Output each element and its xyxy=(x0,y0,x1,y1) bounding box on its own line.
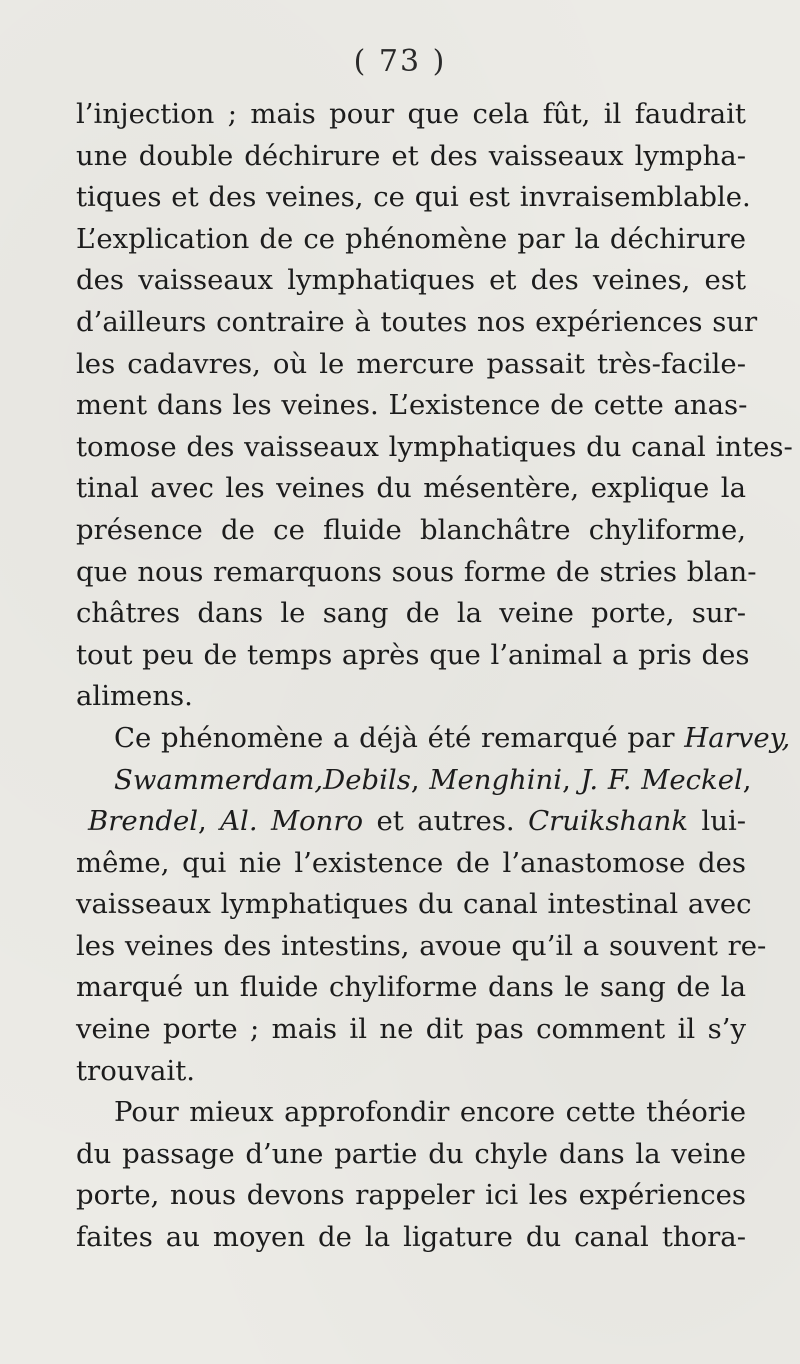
author-name: J. F. Meckel xyxy=(580,763,743,796)
text-line: les veines des intestins, avoue qu’il a souvent re- xyxy=(76,929,767,962)
text-line: vaisseaux lymphatiques du canal intestinal avec xyxy=(76,888,752,921)
text-line: porte, nous devons rappeler ici les expériences xyxy=(76,1179,746,1212)
text-line: que nous remarquons sous forme de stries blan- xyxy=(76,555,757,588)
text-run: , xyxy=(198,805,221,838)
text-line xyxy=(76,801,746,843)
text-line: faites au moyen de la ligature du canal thora- xyxy=(76,1221,746,1254)
author-name: Al. Monro xyxy=(220,805,364,838)
text-line: du passage d’une partie du chyle dans la veine xyxy=(76,1137,746,1170)
text-line: même, qui nie l’existence de l’anastomose des xyxy=(76,846,746,879)
text-line: tinal avec les veines du mésentère, explique la xyxy=(76,472,746,505)
text-line: Pour mieux approfondir encore cette théorie xyxy=(114,1096,746,1129)
text-line: ment dans les veines. L’existence de cette anas- xyxy=(76,389,748,422)
text-run: , xyxy=(410,763,430,796)
text-line: veine porte ; mais il ne dit pas comment il s’y xyxy=(76,1013,746,1046)
text-line: les cadavres, où le mercure passait très-facile- xyxy=(76,347,746,380)
page-number: ( 73 ) xyxy=(353,44,447,79)
text-line: présence de ce fluide blanchâtre chyliforme, xyxy=(76,513,746,546)
text-line: une double déchirure et des vaisseaux lympha- xyxy=(76,139,746,172)
body-text xyxy=(76,94,793,1259)
author-name: Brendel xyxy=(88,805,199,838)
text-line: tiques et des veines, ce qui est invraisemblable. xyxy=(76,181,751,214)
text-run: Ce phénomène a déjà été remarqué par xyxy=(114,721,685,754)
text-line: tomose des vaisseaux lymphatiques du canal intes- xyxy=(76,430,793,463)
text-run: , xyxy=(742,763,752,796)
text-line: alimens. xyxy=(76,680,193,713)
text-run: et autres. xyxy=(363,805,529,838)
text-run: lui- xyxy=(688,805,747,838)
text-line xyxy=(76,718,791,760)
text-line: d’ailleurs contraire à toutes nos expériences sur xyxy=(76,305,758,338)
text-line: l’injection ; mais pour que cela fût, il faudrait xyxy=(76,98,746,130)
text-line xyxy=(76,760,752,802)
author-name: Swammerdam, xyxy=(114,763,324,796)
author-name: Debils xyxy=(323,763,411,796)
text-line: des vaisseaux lymphatiques et des veines, est xyxy=(76,264,746,297)
text-line: trouvait. xyxy=(76,1054,195,1087)
text-line: L’explication de ce phénomène par la déchirure xyxy=(76,222,746,255)
author-name: Menghini xyxy=(429,763,563,796)
author-name: Cruikshank xyxy=(528,805,689,838)
text-line: tout peu de temps après que l’animal a pris des xyxy=(76,638,750,671)
author-name: Harvey, xyxy=(684,721,791,754)
text-line: marqué un fluide chyliforme dans le sang de la xyxy=(76,971,746,1004)
text-run: , xyxy=(562,763,581,796)
text-line: châtres dans le sang de la veine porte, sur- xyxy=(76,597,746,630)
